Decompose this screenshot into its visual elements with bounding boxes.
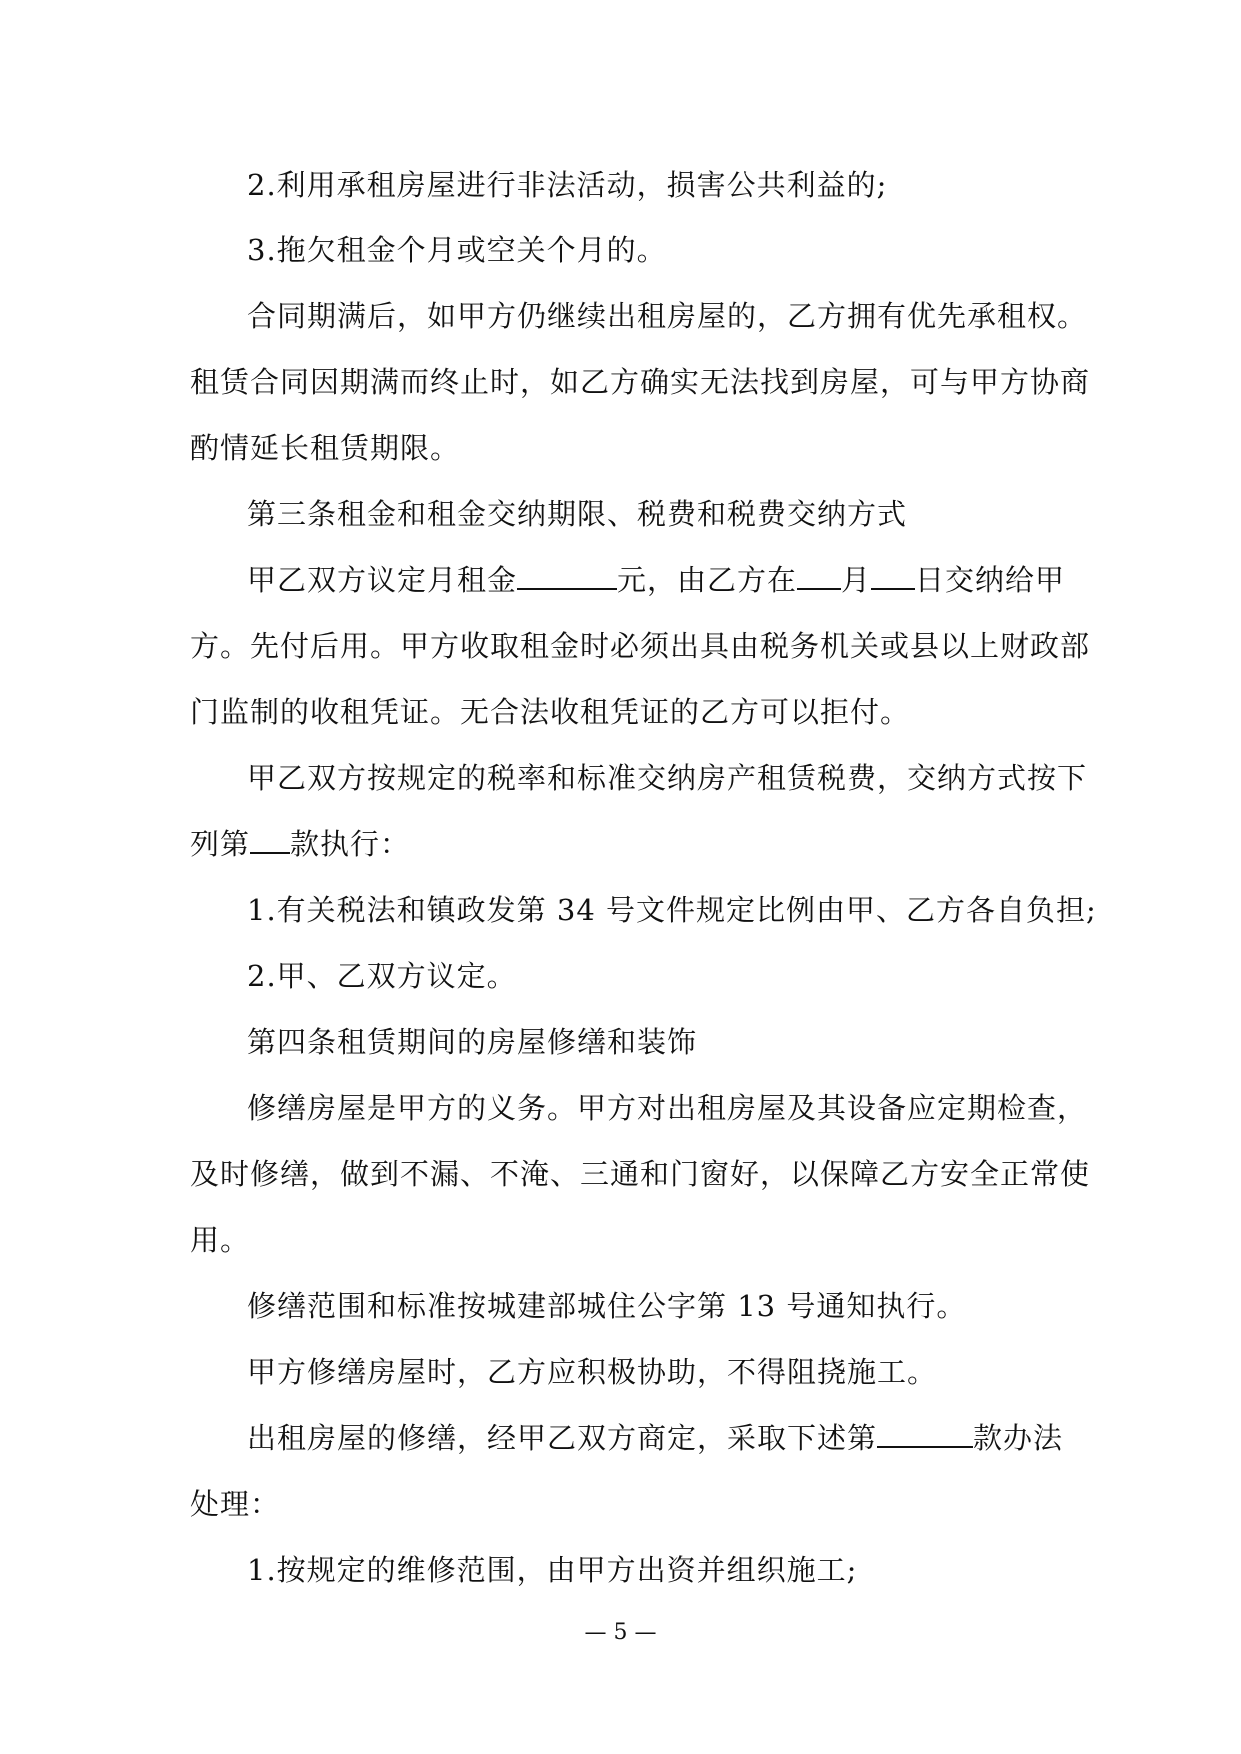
paragraph-line: 门监制的收租凭证。无合法收租凭证的乙方可以拒付。: [190, 695, 911, 729]
tax-option-line: [190, 824, 410, 864]
paragraph-line: 修缮房屋是甲方的义务。甲方对出租房屋及其设备应定期检查，: [247, 1091, 1088, 1125]
clause-item-2: 2.利用承租房屋进行非法活动，损害公共利益的;: [247, 168, 888, 202]
paragraph-line: 酌情延长租赁期限。: [190, 431, 461, 465]
repair-text-2: 款办法: [973, 1421, 1064, 1455]
paragraph-line: 方。先付后用。甲方收取租金时必须出具由税务机关或县以上财政部: [190, 629, 1091, 663]
paragraph-line: 租赁合同因期满而终止时，如乙方确实无法找到房屋，可与甲方协商: [190, 365, 1091, 399]
article-heading-4: 第四条租赁期间的房屋修缮和装饰: [247, 1025, 698, 1059]
rent-text-4: 日交纳给甲: [915, 563, 1066, 597]
paragraph-line: 及时修缮，做到不漏、不淹、三通和门窗好，以保障乙方安全正常使: [190, 1157, 1091, 1191]
paragraph-line: 用。: [190, 1223, 251, 1257]
paragraph-line: 处理：: [190, 1487, 281, 1521]
rent-text-2: 元，由乙方在: [617, 563, 798, 597]
article-heading-3: 第三条租金和租金交纳期限、税费和税费交纳方式: [247, 497, 908, 531]
repair-text-1: 出租房屋的修缮，经甲乙双方商定，采取下述第: [247, 1421, 878, 1455]
repair-item-1: 1.按规定的维修范围，由甲方出资并组织施工;: [247, 1553, 858, 1587]
tax-item-1: 1.有关税法和镇政发第 34 号文件规定比例由甲、乙方各自负担;: [247, 893, 1097, 927]
repair-option-line: [247, 1418, 1063, 1458]
paragraph-line: 修缮范围和标准按城建部城住公字第 13 号通知执行。: [247, 1289, 967, 1323]
repair-option-blank[interactable]: [877, 1420, 973, 1448]
tax-text-1: 列第: [190, 827, 251, 861]
tax-option-blank[interactable]: [250, 826, 290, 854]
paragraph-line: 甲方修缮房屋时，乙方应积极协助，不得阻挠施工。: [247, 1355, 938, 1389]
rent-amount-blank[interactable]: [517, 562, 617, 590]
paragraph-line: 甲乙双方按规定的税率和标准交纳房产租赁税费，交纳方式按下: [247, 761, 1088, 795]
rent-amount-line: [247, 560, 1065, 600]
tax-text-2: 款执行：: [290, 827, 411, 861]
tax-item-2: 2.甲、乙双方议定。: [247, 959, 517, 993]
clause-item-3: 3.拖欠租金个月或空关个月的。: [247, 233, 667, 267]
day-blank[interactable]: [871, 562, 915, 590]
month-blank[interactable]: [797, 562, 841, 590]
page-number: — 5 —: [584, 1620, 657, 1645]
rent-text-1: 甲乙双方议定月租金: [247, 563, 518, 597]
rent-text-3: 月: [841, 563, 872, 597]
paragraph-line: 合同期满后，如甲方仍继续出租房屋的，乙方拥有优先承租权。: [247, 299, 1088, 333]
